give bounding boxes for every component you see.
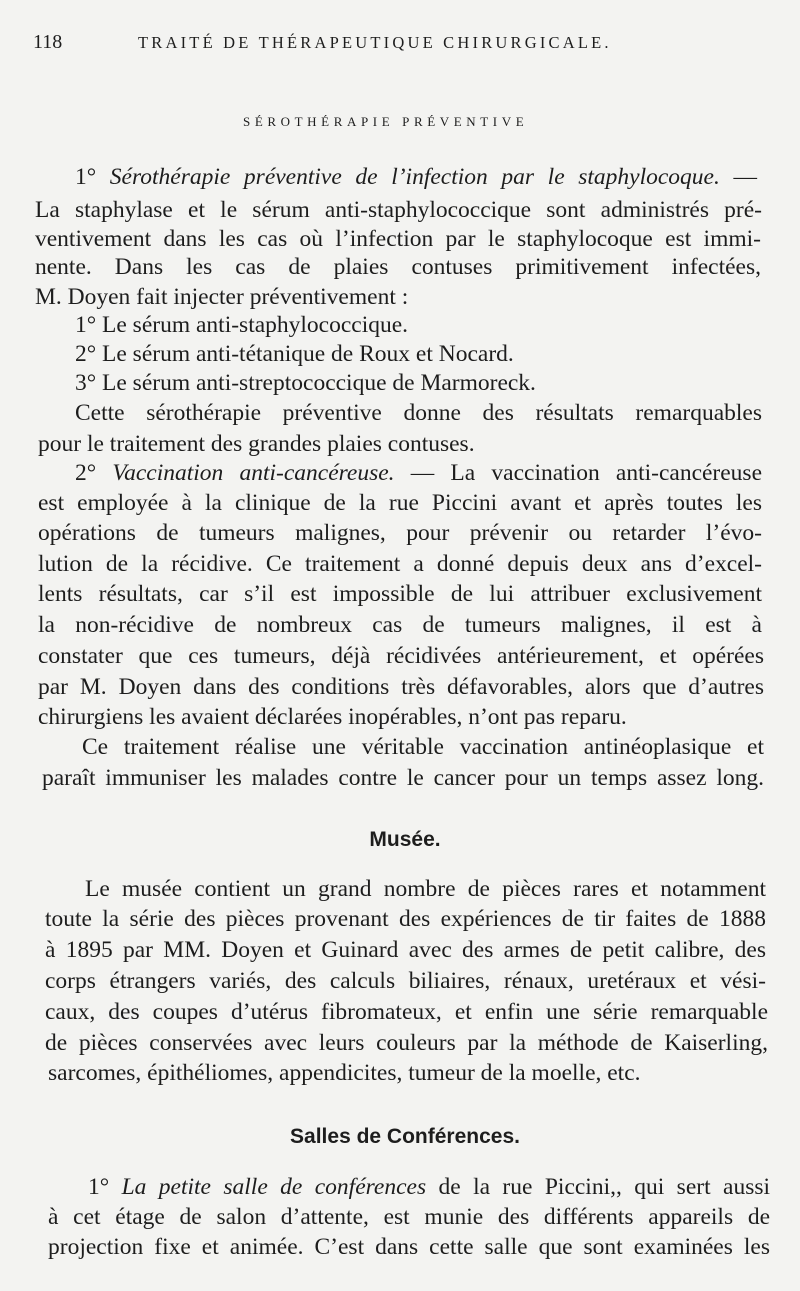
item-number: 2° xyxy=(75,460,97,486)
item-dash: — xyxy=(733,164,757,190)
section-heading-musee: Musée. xyxy=(369,828,441,851)
body-line: toute la série des pièces provenant des expériences de tir faites de 1888 xyxy=(45,906,766,932)
body-line: paraît immuniser les malades contre le cancer pour un temps assez long. xyxy=(42,765,764,791)
list-item: 3° Le sérum anti-streptococcique de Marmoreck. xyxy=(75,370,536,396)
body-line: chirurgiens les avaient déclarées inopérables, n’ont pas reparu. xyxy=(38,704,627,730)
item-heading-line xyxy=(75,162,757,192)
body-line: pour le traitement des grandes plaies contuses. xyxy=(38,431,475,457)
page-number: 118 xyxy=(33,31,63,53)
item-heading-line xyxy=(88,1172,770,1202)
item-number: 1° xyxy=(88,1174,110,1200)
item-text: — La vaccination anti-cancéreuse xyxy=(410,460,763,486)
body-line: nente. Dans les cas de plaies contuses primitivement infectées, xyxy=(35,254,761,280)
body-line: Ce traitement réalise une véritable vaccination antinéoplasique et xyxy=(82,734,764,760)
body-line: caux, des coupes d’utérus fibromateux, et enfin une série remarquable xyxy=(45,999,768,1025)
body-line: projection fixe et animée. C’est dans cette salle que sont examinées les xyxy=(48,1234,770,1260)
body-line: par M. Doyen dans des conditions très défavorables, alors que d’autres xyxy=(38,674,764,700)
running-title: TRAITÉ DE THÉRAPEUTIQUE CHIRURGICALE. xyxy=(138,33,612,52)
body-line: constater que ces tumeurs, déjà récidivées antérieurement, et opérées xyxy=(38,643,764,669)
body-line: ventivement dans les cas où l’infection par le staphylocoque est immi- xyxy=(35,226,761,252)
item-title: Vaccination anti-cancéreuse. xyxy=(112,460,395,486)
body-line: à cet étage de salon d’attente, est munie des différents appareils de xyxy=(48,1204,770,1230)
body-line: lents résultats, car s’il est impossible de lui attribuer exclusivement xyxy=(38,581,762,607)
body-line: la non-récidive de nombreux cas de tumeurs malignes, il est à xyxy=(38,612,762,638)
section-title-serotherapie: SÉROTHÉRAPIE PRÉVENTIVE xyxy=(243,114,529,129)
body-line: Le musée contient un grand nombre de pièces rares et notamment xyxy=(85,876,766,902)
item-number: 1° xyxy=(75,164,97,190)
body-line: sarcomes, épithéliomes, appendicites, tumeur de la moelle, etc. xyxy=(48,1060,641,1086)
body-line: La staphylase et le sérum anti-staphylococcique sont administrés pré- xyxy=(35,197,762,223)
list-item: 1° Le sérum anti-staphylococcique. xyxy=(75,312,409,338)
body-line: est employée à la clinique de la rue Piccini avant et après toutes les xyxy=(38,490,762,516)
body-line: opérations de tumeurs malignes, pour prévenir ou retarder l’évo- xyxy=(38,520,762,546)
body-line: de pièces conservées avec leurs couleurs par la méthode de Kaiserling, xyxy=(45,1030,768,1056)
item-heading-line xyxy=(75,458,762,488)
item-title: Sérothérapie préventive de l’infection par le staphylocoque. xyxy=(109,164,720,190)
list-item: 2° Le sérum anti-tétanique de Roux et Nocard. xyxy=(75,341,514,367)
item-title: La petite salle de conférences xyxy=(121,1174,427,1200)
item-text: de la rue Piccini,, qui sert aussi xyxy=(438,1174,771,1200)
section-heading-salles: Salles de Conférences. xyxy=(290,1125,520,1148)
body-line: lution de la récidive. Ce traitement a donné depuis deux ans d’excel- xyxy=(38,551,762,577)
body-line: à 1895 par MM. Doyen et Guinard avec des armes de petit calibre, des xyxy=(45,937,766,963)
body-line: M. Doyen fait injecter préventivement : xyxy=(35,284,409,310)
body-line: corps étrangers variés, des calculs biliaires, rénaux, uretéraux et vési- xyxy=(45,968,766,994)
body-line: Cette sérothérapie préventive donne des résultats remarquables xyxy=(75,400,762,426)
